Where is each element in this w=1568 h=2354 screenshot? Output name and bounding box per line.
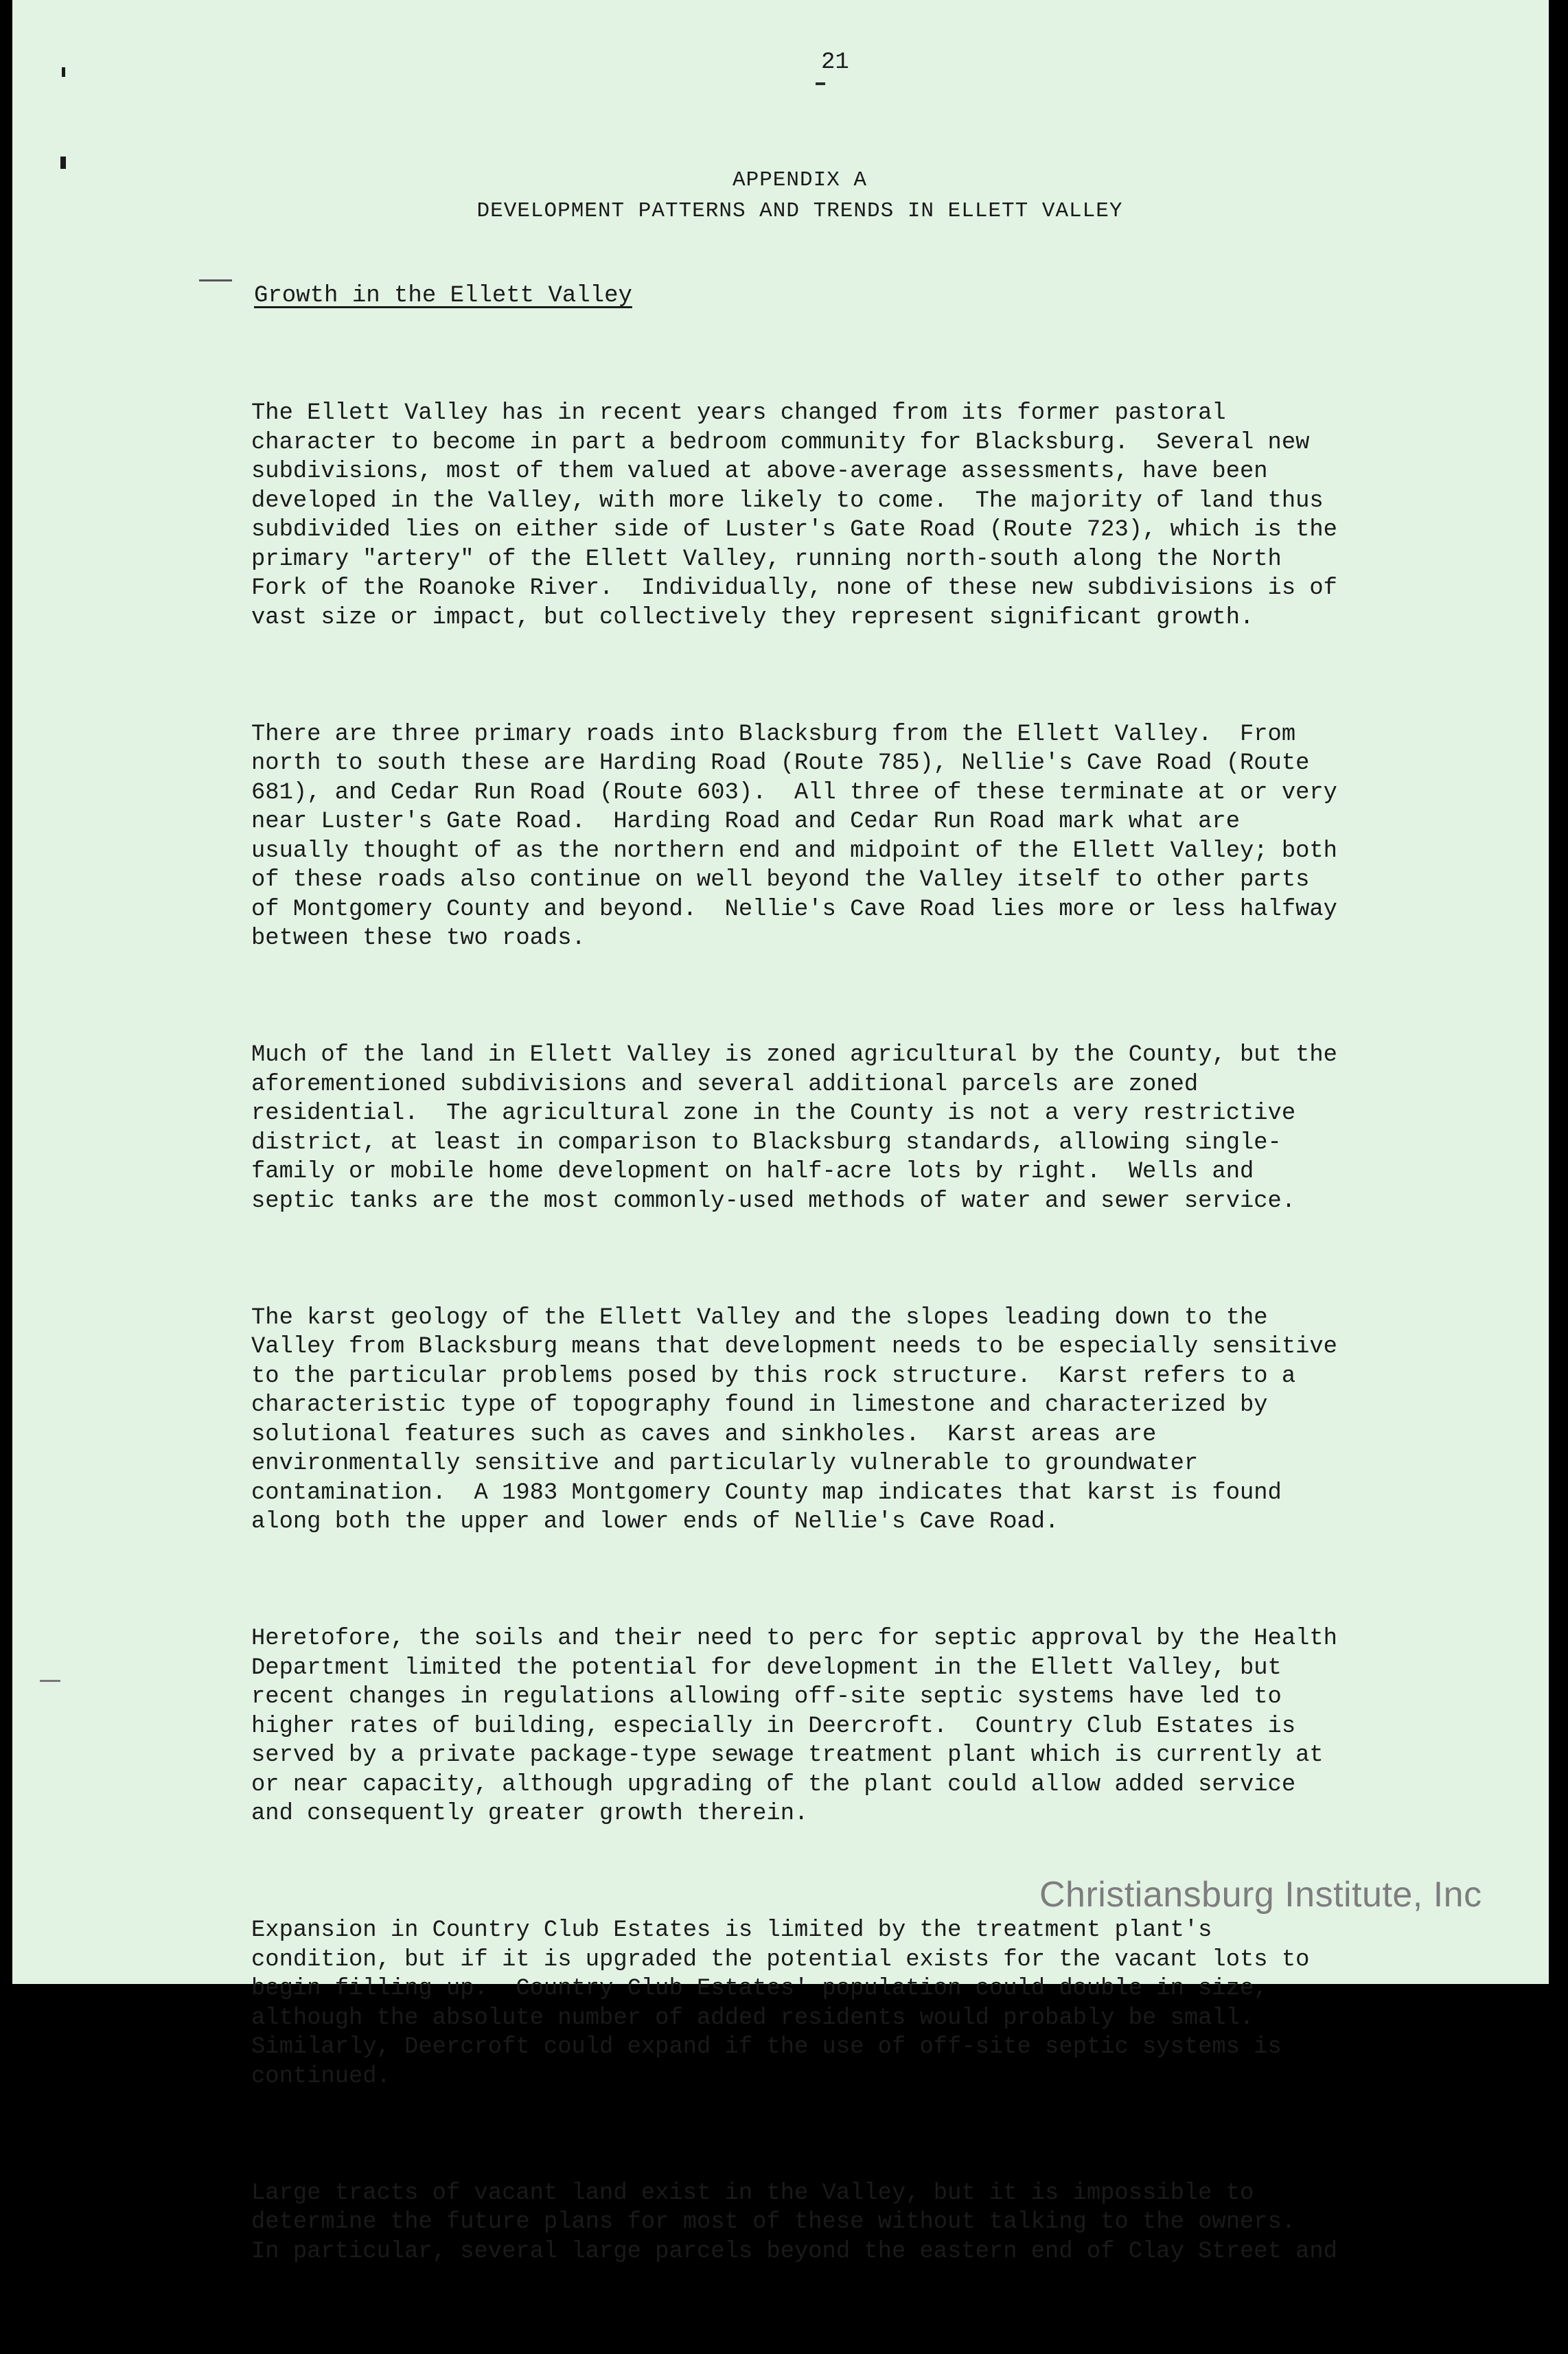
margin-mark [60,157,66,169]
appendix-title: DEVELOPMENT PATTERNS AND TRENDS IN ELLETT VALLEY [476,199,1123,223]
paragraph: Large tracts of vacant land exist in the Valley, but it is impossible to determine the future plans for most of these without talking to the owners. In particular, several large parcels beyond the eastern end of Clay Street and [251,2180,1337,2265]
paragraph: Heretofore, the soils and their need to perc for septic approval by the Health Department limited the potential for development in the Ellett Valley, but recent changes in regulations allowing off-site septic systems have led to higher rates of building, especially in Deercroft. Country Club Estates is served by a private package-type sewage treatment plant which is currently at or near capacity, although upgrading of the plant could allow added service and consequently greater growth therein. [251,1626,1337,1827]
page-number-dash [816,82,825,85]
paragraph: Much of the land in Ellett Valley is zoned agricultural by the County, but the aforementioned subdivisions and several additional parcels are zoned residential. The agricultural zone in the County is not a very restrictive district, at least in comparison to Blacksburg standards, allowing single- family or mobile home development on half-acre lots by right. Wells and septic tanks are the most commonly-used methods of water and sewer service. [251,1042,1337,1214]
page-number: 21 [821,49,849,76]
paragraph: Expansion in Country Club Estates is limited by the treatment plant's condition, but if it is upgraded the potential exists for the vacant lots to begin filling up. Country Club Estates' population could double in size, although the absolute number of added residents would probably be small. Similarly, Deercroft could expand if the use of off-site septic systems is continued. [251,1917,1310,2090]
body-text [251,341,1418,2354]
paragraph: The Ellett Valley has in recent years changed from its former pastoral character to become in part a bedroom community for Blacksburg. Several new subdivisions, most of them valued at above-average assessments, have been developed in the Valley, with more likely to come. The majority of land thus subdivided lies on either side of Luster's Gate Road (Route 723), which is the primary "artery" of the Ellett Valley, running north-south along the North Fork of the Roanoke River. Individually, none of these new subdivisions is of vast size or impact, but collectively they represent significant growth. [251,400,1337,631]
appendix-label: APPENDIX A [732,168,868,192]
watermark: Christiansburg Institute, Inc [1039,1875,1482,1915]
margin-mark [62,67,65,77]
margin-mark [199,279,232,281]
document-page [12,0,1549,2265]
paragraph: The karst geology of the Ellett Valley and the slopes leading down to the Valley from Blacksburg means that development needs to be especially sensitive to the particular problems posed by this rock structure. Karst refers to a characteristic type of topography found in limestone and characterized by solutional features such as caves and sinkholes. Karst areas are environmentally sensitive and particularly vulnerable to groundwater contamination. A 1983 Montgomery County map indicates that karst is found along both the upper and lower ends of Nellie's Cave Road. [251,1304,1337,1535]
paragraph: There are three primary roads into Blacksburg from the Ellett Valley. From north to south these are Harding Road (Route 785), Nellie's Cave Road (Route 681), and Cedar Run Road (Route 603). All three of these terminate at or very near Luster's Gate Road. Harding Road and Cedar Run Road mark what are usually thought of as the northern end and midpoint of the Ellett Valley; both of these roads also continue on well beyond the Valley itself to other parts of Montgomery County and beyond. Nellie's Cave Road lies more or less halfway between these two roads. [251,721,1337,951]
section-heading: Growth in the Ellett Valley [254,283,632,309]
margin-mark [40,1680,60,1682]
